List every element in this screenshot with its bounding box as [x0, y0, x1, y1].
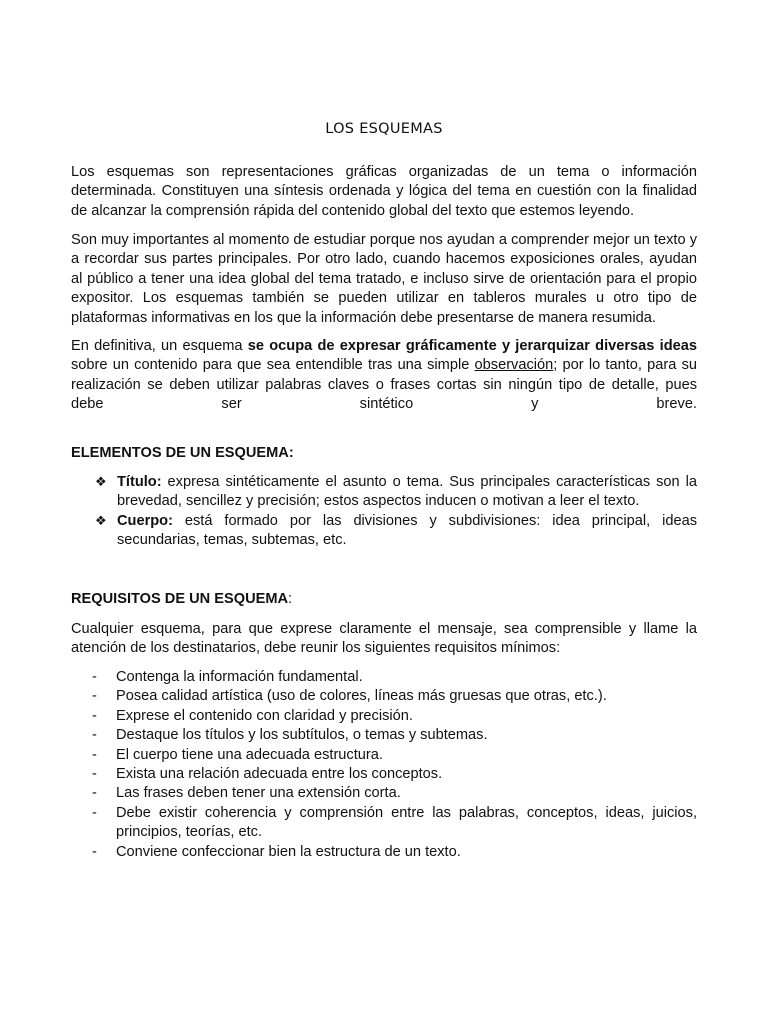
paragraph-conclusion	[71, 337, 697, 415]
list-item	[71, 843, 697, 862]
dash-bullet: -	[92, 688, 97, 705]
list-item-label: Cuerpo:	[117, 512, 173, 529]
list-item-text: Exprese el contenido con claridad y precisión.	[116, 707, 413, 724]
list-item-label: Título:	[117, 474, 162, 490]
list-item-text: Las frases deben tener una extensión corta.	[116, 785, 401, 802]
list-item	[71, 473, 697, 512]
list-item-text: está formado por las divisiones y subdivisiones: idea principal, ideas secundarias, temas, subtemas, etc.	[117, 512, 697, 549]
document-title: LOS ESQUEMAS	[325, 121, 443, 137]
section-heading-requirements-colon: :	[288, 591, 293, 607]
paragraph-conclusion-text-c: sobre un contenido para que sea entendible tras una simple	[71, 357, 475, 374]
list-item-text: Exista una relación adecuada entre los conceptos.	[116, 766, 443, 783]
dash-bullet: -	[92, 707, 97, 724]
list-item	[71, 687, 697, 706]
list-item-text: Debe existir coherencia y comprensión entre las palabras, conceptos, ideas, juicios, principios, teorías, etc.	[116, 804, 697, 841]
paragraph-conclusion-underlined-word: observación	[474, 357, 554, 374]
list-item-text: Contenga la información fundamental.	[116, 669, 363, 685]
dash-bullet: -	[92, 746, 97, 763]
dash-bullet: -	[92, 785, 97, 802]
section-heading-requirements-text: REQUISITOS DE UN ESQUEMA	[71, 591, 289, 607]
list-item	[71, 804, 697, 843]
dash-bullet: -	[92, 843, 97, 860]
section-heading-elements: ELEMENTOS DE UN ESQUEMA:	[71, 445, 294, 461]
list-item-text: El cuerpo tiene una adecuada estructura.	[116, 746, 383, 763]
list-item-text: Destaque los títulos y los subtítulos, o temas y subtemas.	[116, 727, 488, 744]
list-item	[71, 784, 697, 803]
list-item-text: Conviene confeccionar bien la estructura de un texto.	[116, 843, 461, 860]
dash-bullet: -	[92, 727, 97, 744]
paragraph-definition: Los esquemas son representaciones gráficas organizadas de un tema o información determinada. Constituyen una síntesis ordenada y lógica del tema en cuestión con la finalidad de alcanzar la comprensión rápida del contenido global del texto que estemos leyendo.	[71, 164, 697, 219]
section-heading-requirements	[71, 591, 292, 607]
paragraph-conclusion-bold: se ocupa de expresar gráficamente y jerarquizar diversas ideas	[247, 338, 697, 354]
list-item	[71, 668, 697, 687]
diamond-bullet-icon: ❖	[95, 513, 107, 529]
paragraph-conclusion-text-e: ; por lo tanto, para su realización se deben utilizar palabras claves o frases cortas sin ningún tipo de detalle, pues debe ser sintético y breve.	[71, 357, 697, 413]
dash-bullet: -	[92, 804, 97, 821]
list-item-text: expresa sintéticamente el asunto o tema. Sus principales características son la brevedad, sencillez y precisión; estos aspectos inducen o motivan a leer el texto.	[117, 474, 697, 510]
list-item	[71, 512, 697, 551]
paragraph-conclusion-text-a: En definitiva, un esquema	[71, 338, 248, 354]
paragraph-requirements-intro: Cualquier esquema, para que exprese claramente el mensaje, sea comprensible y llame la atención de los destinatarios, debe reunir los siguientes requisitos mínimos:	[71, 621, 697, 657]
list-item	[71, 726, 697, 745]
elements-bullet-list	[71, 473, 697, 551]
requirements-dash-list	[71, 668, 697, 862]
list-item-text: Posea calidad artística (uso de colores, líneas más gruesas que otras, etc.).	[116, 688, 607, 705]
list-item	[71, 707, 697, 726]
list-item	[71, 746, 697, 765]
dash-bullet: -	[92, 766, 97, 783]
dash-bullet: -	[92, 669, 97, 685]
diamond-bullet-icon: ❖	[95, 475, 107, 490]
paragraph-importance: Son muy importantes al momento de estudiar porque nos ayudan a comprender mejor un texto y a recordar sus partes principales. Por otro lado, cuando hacemos exposiciones orales, ayudan al público a tener una idea global del tema tratado, e incluso sirve de orientación para el propio expositor. Los esquemas también se pueden utilizar en tableros murales u otro tipo de plataformas informativas en los que la información debe presentarse de manera resumida.	[71, 232, 697, 326]
list-item	[71, 765, 697, 784]
